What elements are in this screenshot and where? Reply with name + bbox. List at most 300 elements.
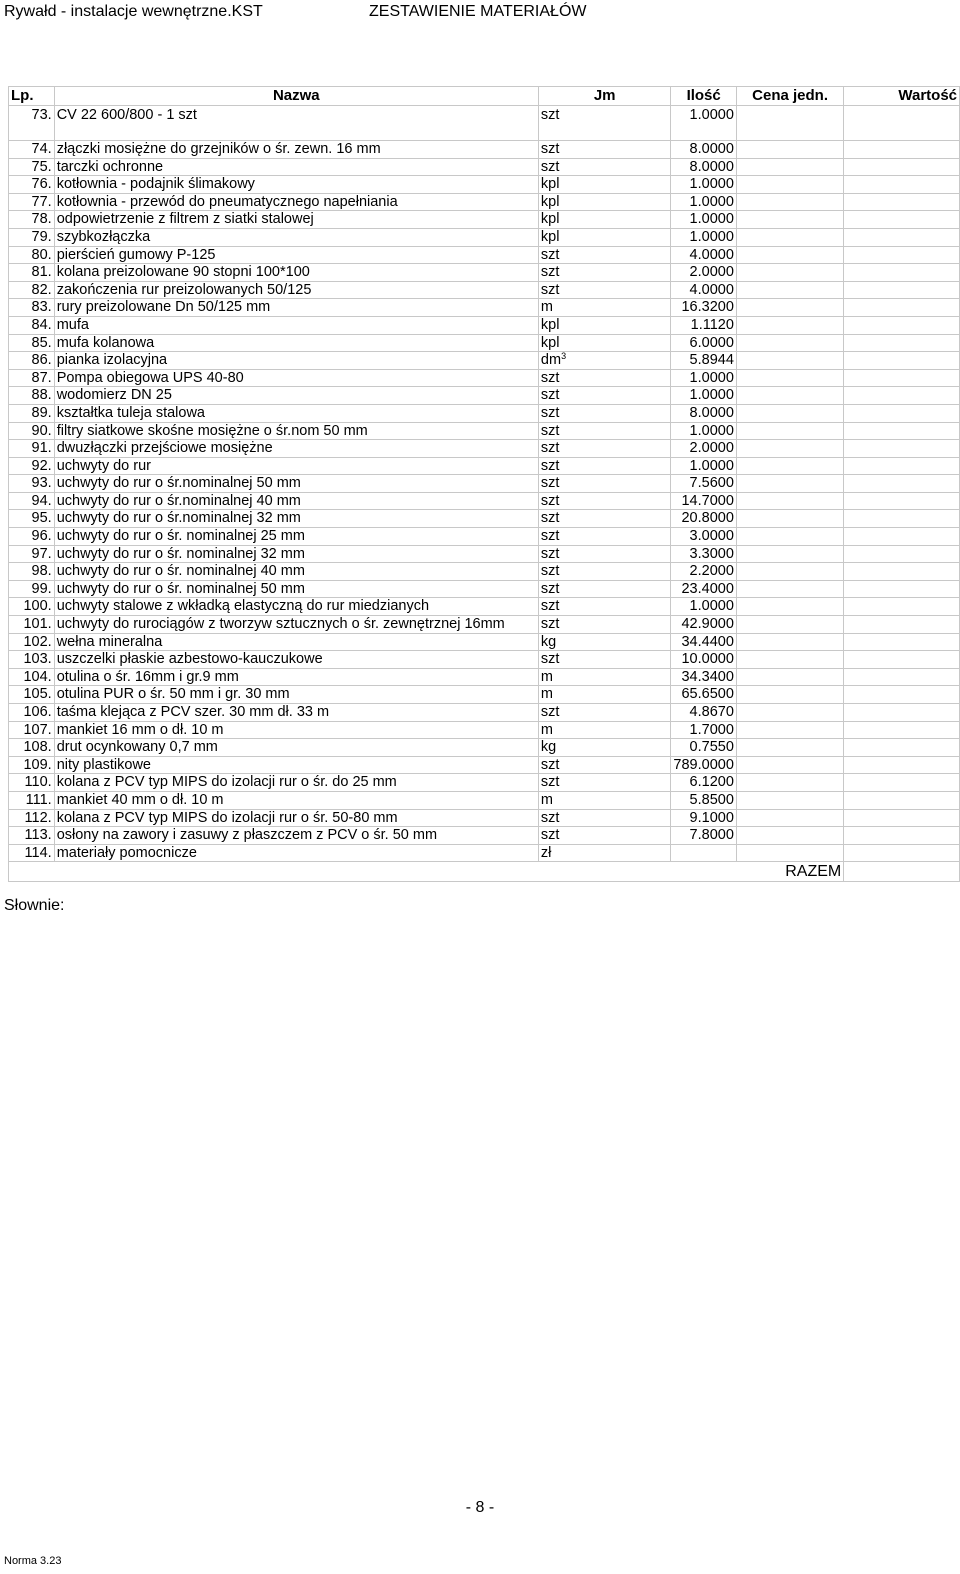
item-unit: szt (538, 774, 671, 792)
item-unit: kpl (538, 228, 671, 246)
row-number: 85. (9, 334, 55, 352)
item-name: materiały pomocnicze (54, 844, 538, 862)
item-name: mufa kolanowa (54, 334, 538, 352)
item-name: kotłownia - przewód do pneumatycznego napełniania (54, 193, 538, 211)
item-unit-price (736, 651, 843, 669)
item-value (844, 844, 960, 862)
item-quantity (671, 844, 736, 862)
table-row (9, 809, 960, 827)
item-unit-price (736, 510, 843, 528)
table-row (9, 668, 960, 686)
item-quantity: 1.7000 (671, 721, 736, 739)
row-number: 109. (9, 756, 55, 774)
row-number: 100. (9, 598, 55, 616)
table-row (9, 422, 960, 440)
item-value (844, 668, 960, 686)
item-unit: szt (538, 651, 671, 669)
table-row (9, 106, 960, 141)
table-row (9, 739, 960, 757)
table-row (9, 158, 960, 176)
item-value (844, 193, 960, 211)
item-name: uchwyty do rur o śr.nominalnej 40 mm (54, 492, 538, 510)
item-unit-price (736, 844, 843, 862)
item-value (844, 334, 960, 352)
item-quantity: 1.0000 (671, 193, 736, 211)
item-value (844, 774, 960, 792)
item-unit: szt (538, 281, 671, 299)
item-unit-price (736, 440, 843, 458)
item-name: dwuzłączki przejściowe mosiężne (54, 440, 538, 458)
item-quantity: 8.0000 (671, 404, 736, 422)
table-row (9, 791, 960, 809)
item-value (844, 352, 960, 370)
item-value (844, 106, 960, 141)
total-label: RAZEM (9, 862, 844, 882)
item-unit-price (736, 106, 843, 141)
item-quantity: 16.3200 (671, 299, 736, 317)
item-unit: szt (538, 563, 671, 581)
item-name: mankiet 16 mm o dł. 10 m (54, 721, 538, 739)
item-unit: szt (538, 422, 671, 440)
total-row (9, 862, 960, 882)
item-value (844, 739, 960, 757)
row-number: 87. (9, 369, 55, 387)
table-row (9, 563, 960, 581)
item-name: odpowietrzenie z filtrem z siatki stalowej (54, 211, 538, 229)
row-number: 78. (9, 211, 55, 229)
item-unit: szt (538, 106, 671, 141)
table-row (9, 299, 960, 317)
item-name: uchwyty do rurociągów z tworzyw sztucznych o śr. zewnętrznej 16mm (54, 616, 538, 634)
item-quantity: 8.0000 (671, 158, 736, 176)
item-quantity: 4.0000 (671, 281, 736, 299)
item-unit-price (736, 774, 843, 792)
item-unit-price (736, 633, 843, 651)
item-value (844, 616, 960, 634)
item-unit-price (736, 228, 843, 246)
item-unit-price (736, 598, 843, 616)
item-unit-price (736, 158, 843, 176)
item-quantity: 4.0000 (671, 246, 736, 264)
item-unit: kpl (538, 334, 671, 352)
item-unit: szt (538, 141, 671, 159)
row-number: 86. (9, 352, 55, 370)
table-row (9, 246, 960, 264)
item-unit-price (736, 668, 843, 686)
item-unit-price (736, 387, 843, 405)
item-name: uchwyty do rur o śr.nominalnej 32 mm (54, 510, 538, 528)
item-unit: m (538, 721, 671, 739)
item-value (844, 316, 960, 334)
item-unit-price (736, 369, 843, 387)
item-name: uchwyty do rur o śr.nominalnej 50 mm (54, 475, 538, 493)
table-row (9, 369, 960, 387)
row-number: 89. (9, 404, 55, 422)
item-value (844, 228, 960, 246)
item-name: zakończenia rur preizolowanych 50/125 (54, 281, 538, 299)
row-number: 80. (9, 246, 55, 264)
item-name: wodomierz DN 25 (54, 387, 538, 405)
row-number: 102. (9, 633, 55, 651)
table-row (9, 528, 960, 546)
item-quantity: 10.0000 (671, 651, 736, 669)
table-row (9, 193, 960, 211)
item-value (844, 211, 960, 229)
row-number: 111. (9, 791, 55, 809)
table-row (9, 211, 960, 229)
item-unit: szt (538, 492, 671, 510)
item-value (844, 176, 960, 194)
item-value (844, 369, 960, 387)
row-number: 105. (9, 686, 55, 704)
table-row (9, 334, 960, 352)
words-label: Słownie: (4, 897, 65, 914)
item-quantity: 1.0000 (671, 228, 736, 246)
table-row (9, 827, 960, 845)
row-number: 83. (9, 299, 55, 317)
item-unit: m (538, 686, 671, 704)
item-unit: m (538, 791, 671, 809)
item-name: pianka izolacyjna (54, 352, 538, 370)
item-unit: szt (538, 404, 671, 422)
item-value (844, 563, 960, 581)
row-number: 76. (9, 176, 55, 194)
item-name: kolana z PCV typ MIPS do izolacji rur o śr. 50-80 mm (54, 809, 538, 827)
table-row (9, 580, 960, 598)
item-value (844, 756, 960, 774)
table-row (9, 510, 960, 528)
table-row (9, 281, 960, 299)
item-unit: szt (538, 809, 671, 827)
item-unit-price (736, 580, 843, 598)
item-quantity: 4.8670 (671, 704, 736, 722)
item-value (844, 721, 960, 739)
item-name: tarczki ochronne (54, 158, 538, 176)
item-unit: m (538, 668, 671, 686)
item-unit-price (736, 827, 843, 845)
row-number: 75. (9, 158, 55, 176)
row-number: 73. (9, 106, 55, 141)
item-unit: zł (538, 844, 671, 862)
table-row (9, 176, 960, 194)
column-header-name: Nazwa (54, 87, 538, 106)
item-quantity: 1.1120 (671, 316, 736, 334)
table-row (9, 352, 960, 370)
item-unit: szt (538, 598, 671, 616)
row-number: 84. (9, 316, 55, 334)
item-unit: szt (538, 158, 671, 176)
item-unit: szt (538, 369, 671, 387)
table-row (9, 704, 960, 722)
row-number: 88. (9, 387, 55, 405)
unit-base: dm (540, 352, 562, 369)
item-quantity: 5.8500 (671, 791, 736, 809)
report-title: ZESTAWIENIE MATERIAŁÓW (369, 3, 587, 20)
row-number: 82. (9, 281, 55, 299)
item-name: kotłownia - podajnik ślimakowy (54, 176, 538, 194)
item-quantity: 6.0000 (671, 334, 736, 352)
column-header-jm: Jm (538, 87, 671, 106)
item-value (844, 281, 960, 299)
row-number: 108. (9, 739, 55, 757)
item-value (844, 264, 960, 282)
item-name: złączki mosiężne do grzejników o śr. zewn. 16 mm (54, 141, 538, 159)
item-unit-price (736, 246, 843, 264)
column-header-price: Cena jedn. (736, 87, 843, 106)
item-unit-price (736, 686, 843, 704)
item-value (844, 686, 960, 704)
item-quantity: 23.4000 (671, 580, 736, 598)
item-name: uchwyty do rur o śr. nominalnej 40 mm (54, 563, 538, 581)
table-row (9, 228, 960, 246)
table-row (9, 475, 960, 493)
item-value (844, 791, 960, 809)
item-quantity: 34.3400 (671, 668, 736, 686)
item-value (844, 457, 960, 475)
item-unit: szt (538, 545, 671, 563)
item-quantity: 1.0000 (671, 422, 736, 440)
item-quantity: 1.0000 (671, 211, 736, 229)
row-number: 94. (9, 492, 55, 510)
item-name: CV 22 600/800 - 1 szt (54, 106, 538, 141)
row-number: 97. (9, 545, 55, 563)
table-row (9, 844, 960, 862)
item-name: mufa (54, 316, 538, 334)
row-number: 96. (9, 528, 55, 546)
row-number: 99. (9, 580, 55, 598)
column-header-lp: Lp. (9, 87, 55, 106)
item-unit-price (736, 176, 843, 194)
item-unit-price (736, 616, 843, 634)
item-unit-price (736, 281, 843, 299)
item-unit-price (736, 475, 843, 493)
item-value (844, 475, 960, 493)
item-name: nity plastikowe (54, 756, 538, 774)
item-quantity: 65.6500 (671, 686, 736, 704)
item-name: mankiet 40 mm o dł. 10 m (54, 791, 538, 809)
row-number: 93. (9, 475, 55, 493)
item-unit-price (736, 316, 843, 334)
table-row (9, 633, 960, 651)
item-name: kolana preizolowane 90 stopni 100*100 (54, 264, 538, 282)
item-unit-price (736, 704, 843, 722)
row-number: 104. (9, 668, 55, 686)
item-unit: m (538, 299, 671, 317)
item-quantity: 1.0000 (671, 369, 736, 387)
item-unit-price (736, 422, 843, 440)
item-quantity: 8.0000 (671, 141, 736, 159)
item-value (844, 651, 960, 669)
item-unit: szt (538, 440, 671, 458)
item-quantity: 9.1000 (671, 809, 736, 827)
item-value (844, 422, 960, 440)
item-quantity: 1.0000 (671, 457, 736, 475)
item-unit (538, 352, 671, 370)
item-quantity: 5.8944 (671, 352, 736, 370)
item-quantity: 2.2000 (671, 563, 736, 581)
item-unit-price (736, 492, 843, 510)
row-number: 77. (9, 193, 55, 211)
table-row (9, 774, 960, 792)
item-name: uchwyty do rur (54, 457, 538, 475)
item-name: otulina o śr. 16mm i gr.9 mm (54, 668, 538, 686)
item-unit: szt (538, 580, 671, 598)
item-name: kolana z PCV typ MIPS do izolacji rur o śr. do 25 mm (54, 774, 538, 792)
item-value (844, 141, 960, 159)
row-number: 98. (9, 563, 55, 581)
item-value (844, 387, 960, 405)
row-number: 95. (9, 510, 55, 528)
item-unit-price (736, 299, 843, 317)
item-value (844, 809, 960, 827)
item-unit-price (736, 756, 843, 774)
table-row (9, 492, 960, 510)
item-value (844, 510, 960, 528)
row-number: 92. (9, 457, 55, 475)
item-name: otulina PUR o śr. 50 mm i gr. 30 mm (54, 686, 538, 704)
item-unit: szt (538, 616, 671, 634)
item-value (844, 827, 960, 845)
row-number: 74. (9, 141, 55, 159)
item-quantity: 7.5600 (671, 475, 736, 493)
item-quantity: 42.9000 (671, 616, 736, 634)
item-name: uchwyty stalowe z wkładką elastyczną do rur miedzianych (54, 598, 538, 616)
item-value (844, 545, 960, 563)
item-name: szybkozłączka (54, 228, 538, 246)
item-unit: kpl (538, 211, 671, 229)
row-number: 79. (9, 228, 55, 246)
item-unit-price (736, 404, 843, 422)
item-quantity: 3.3000 (671, 545, 736, 563)
column-header-qty: Ilość (671, 87, 736, 106)
table-row (9, 457, 960, 475)
item-name: uszczelki płaskie azbestowo-kauczukowe (54, 651, 538, 669)
item-unit: szt (538, 387, 671, 405)
item-name: Pompa obiegowa UPS 40-80 (54, 369, 538, 387)
page-number: - 8 - (465, 1499, 495, 1516)
item-unit: kpl (538, 193, 671, 211)
document-title: Rywałd - instalacje wewnętrzne.KST (4, 3, 263, 20)
table-row (9, 651, 960, 669)
item-value (844, 246, 960, 264)
row-number: 113. (9, 827, 55, 845)
item-value (844, 528, 960, 546)
item-unit: szt (538, 756, 671, 774)
item-value (844, 440, 960, 458)
item-value (844, 404, 960, 422)
table-row (9, 264, 960, 282)
item-quantity: 2.0000 (671, 264, 736, 282)
unit-exponent: 3 (561, 351, 567, 362)
item-unit: szt (538, 704, 671, 722)
table-row (9, 387, 960, 405)
item-value (844, 598, 960, 616)
item-unit-price (736, 563, 843, 581)
item-unit-price (736, 334, 843, 352)
table-row (9, 316, 960, 334)
row-number: 107. (9, 721, 55, 739)
item-unit: szt (538, 457, 671, 475)
item-unit-price (736, 545, 843, 563)
row-number: 114. (9, 844, 55, 862)
item-name: uchwyty do rur o śr. nominalnej 50 mm (54, 580, 538, 598)
item-name: pierścień gumowy P-125 (54, 246, 538, 264)
item-name: taśma klejąca z PCV szer. 30 mm dł. 33 m (54, 704, 538, 722)
item-value (844, 299, 960, 317)
item-unit: szt (538, 827, 671, 845)
item-unit: kg (538, 633, 671, 651)
item-unit-price (736, 739, 843, 757)
item-name: wełna mineralna (54, 633, 538, 651)
item-value (844, 704, 960, 722)
item-quantity: 1.0000 (671, 106, 736, 141)
item-value (844, 158, 960, 176)
item-quantity: 2.0000 (671, 440, 736, 458)
row-number: 91. (9, 440, 55, 458)
table-row (9, 756, 960, 774)
table-row (9, 141, 960, 159)
item-name: drut ocynkowany 0,7 mm (54, 739, 538, 757)
item-unit-price (736, 193, 843, 211)
item-name: uchwyty do rur o śr. nominalnej 25 mm (54, 528, 538, 546)
item-unit-price (736, 791, 843, 809)
item-unit: kg (538, 739, 671, 757)
footer-note: Norma 3.23 (4, 1555, 62, 1567)
table-row (9, 545, 960, 563)
row-number: 81. (9, 264, 55, 282)
item-unit: szt (538, 246, 671, 264)
item-quantity: 1.0000 (671, 598, 736, 616)
item-quantity: 0.7550 (671, 739, 736, 757)
item-quantity: 1.0000 (671, 176, 736, 194)
item-unit: szt (538, 528, 671, 546)
item-unit-price (736, 211, 843, 229)
item-value (844, 633, 960, 651)
table-row (9, 404, 960, 422)
item-unit: szt (538, 475, 671, 493)
item-quantity: 1.0000 (671, 387, 736, 405)
item-unit-price (736, 528, 843, 546)
row-number: 90. (9, 422, 55, 440)
table-row (9, 440, 960, 458)
item-quantity: 7.8000 (671, 827, 736, 845)
row-number: 112. (9, 809, 55, 827)
materials-table (8, 86, 960, 882)
item-value (844, 492, 960, 510)
row-number: 110. (9, 774, 55, 792)
item-unit-price (736, 352, 843, 370)
item-unit: szt (538, 264, 671, 282)
item-unit-price (736, 721, 843, 739)
item-quantity: 14.7000 (671, 492, 736, 510)
item-quantity: 789.0000 (671, 756, 736, 774)
table-row (9, 686, 960, 704)
column-header-value: Wartość (844, 87, 960, 106)
item-unit: kpl (538, 316, 671, 334)
item-name: filtry siatkowe skośne mosiężne o śr.nom 50 mm (54, 422, 538, 440)
total-value (844, 862, 960, 882)
table-row (9, 598, 960, 616)
row-number: 101. (9, 616, 55, 634)
row-number: 103. (9, 651, 55, 669)
item-unit-price (736, 809, 843, 827)
item-name: uchwyty do rur o śr. nominalnej 32 mm (54, 545, 538, 563)
table-row (9, 616, 960, 634)
item-unit: kpl (538, 176, 671, 194)
item-name: osłony na zawory i zasuwy z płaszczem z PCV o śr. 50 mm (54, 827, 538, 845)
item-quantity: 34.4400 (671, 633, 736, 651)
item-value (844, 580, 960, 598)
